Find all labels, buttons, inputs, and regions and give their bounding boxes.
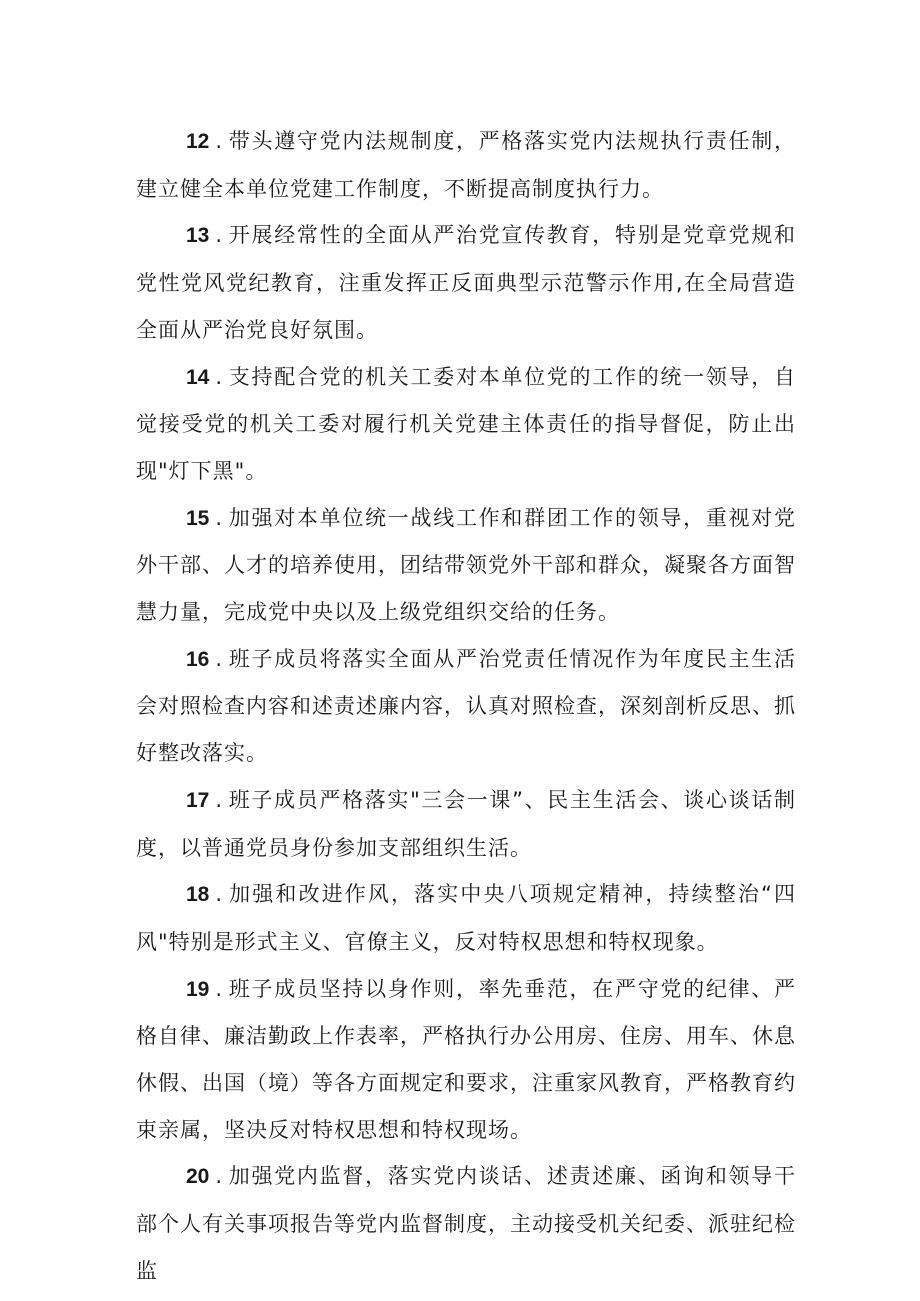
paragraph-20: 20 . 加强党内监督，落实党内谈话、述责述廉、函询和领导干部个人有关事项报告等党内监督制度，主动接受机关纪委、派驻纪检监	[136, 1164, 796, 1283]
paragraph-text: 加强党内监督，落实党内谈话、述责述廉、函询和领导干部个人有关事项报告等党内监督制度，主动接受机关纪委、派驻纪检监	[136, 1164, 796, 1283]
paragraph-text: 带头遵守党内法规制度，严格落实党内法规执行责任制，建立健全本单位党建工作制度，不断提高制度执行力。	[136, 129, 796, 201]
paragraph-text: 加强和改进作风，落实中央八项规定精神，持续整治“四风"特别是形式主义、官僚主义，反对特权思想和特权现象。	[136, 882, 796, 954]
paragraph-text: 班子成员坚持以身作则，率先垂范，在严守党的纪律、严格自律、廉洁勤政上作表率，严格执行办公用房、住房、用车、休息休假、出国（境）等各方面规定和要求，注重家风教育，严格教育约束亲属，坚决反对特权思想和特权现场。	[136, 976, 796, 1142]
item-number: 18	[186, 883, 210, 907]
paragraph-12: 12 . 带头遵守党内法规制度，严格落实党内法规执行责任制，建立健全本单位党建工作制度，不断提高制度执行力。	[136, 129, 796, 201]
paragraph-17: 17 . 班子成员严格落实"三会一课”、民主生活会、谈心谈话制度，以普通党员身份参加支部组织生活。	[136, 787, 796, 860]
paragraph-16: 16 . 班子成员将落实全面从严治党责任情况作为年度民主生活会对照检查内容和述责述廉内容，认真对照检查，深刻剖析反思、抓好整改落实。	[136, 646, 796, 766]
item-number: 15	[186, 506, 210, 530]
paragraph-text: 班子成员严格落实"三会一课”、民主生活会、谈心谈话制度，以普通党员身份参加支部组织生活。	[136, 787, 796, 860]
item-number: 19	[186, 977, 210, 1001]
document-body	[136, 118, 796, 1295]
paragraph-text: 开展经常性的全面从严治党宣传教育，特别是党章党规和党性党风党纪教育，注重发挥正反面典型示范警示作用,在全局营造全面从严治党良好氛围。	[136, 223, 796, 342]
paragraph-13: 13 . 开展经常性的全面从严治党宣传教育，特别是党章党规和党性党风党纪教育，注重发挥正反面典型示范警示作用,在全局营造全面从严治党良好氛围。	[136, 223, 796, 342]
paragraph-19: 19 . 班子成员坚持以身作则，率先垂范，在严守党的纪律、严格自律、廉洁勤政上作表率，严格执行办公用房、住房、用车、休息休假、出国（境）等各方面规定和要求，注重家风教育，严格教育约束亲属，坚决反对特权思想和特权现场。	[136, 976, 796, 1142]
paragraph-text: 班子成员将落实全面从严治党责任情况作为年度民主生活会对照检查内容和述责述廉内容，认真对照检查，深刻剖析反思、抓好整改落实。	[136, 646, 796, 766]
paragraph-14: 14 . 支持配合党的机关工委对本单位党的工作的统一领导，自觉接受党的机关工委对履行机关党建主体责任的指导督促，防止出现"灯下黑"。	[136, 364, 796, 483]
item-number: 12	[186, 130, 210, 153]
item-number: 16	[186, 647, 210, 671]
paragraph-text: 支持配合党的机关工委对本单位党的工作的统一领导，自觉接受党的机关工委对履行机关党建主体责任的指导督促，防止出现"灯下黑"。	[136, 364, 796, 483]
item-number: 13	[186, 224, 210, 248]
paragraph-15: 15 . 加强对本单位统一战线工作和群团工作的领导，重视对党外干部、人才的培养使用，团结带领党外干部和群众，凝聚各方面智慧力量，完成党中央以及上级党组织交给的任务。	[136, 505, 796, 625]
item-number: 17	[186, 788, 210, 812]
paragraph-18: 18 . 加强和改进作风，落实中央八项规定精神，持续整治“四风"特别是形式主义、官僚主义，反对特权思想和特权现象。	[136, 882, 796, 954]
item-number: 20	[186, 1165, 210, 1189]
paragraph-text: 加强对本单位统一战线工作和群团工作的领导，重视对党外干部、人才的培养使用，团结带领党外干部和群众，凝聚各方面智慧力量，完成党中央以及上级党组织交给的任务。	[136, 505, 796, 625]
item-number: 14	[186, 365, 210, 389]
